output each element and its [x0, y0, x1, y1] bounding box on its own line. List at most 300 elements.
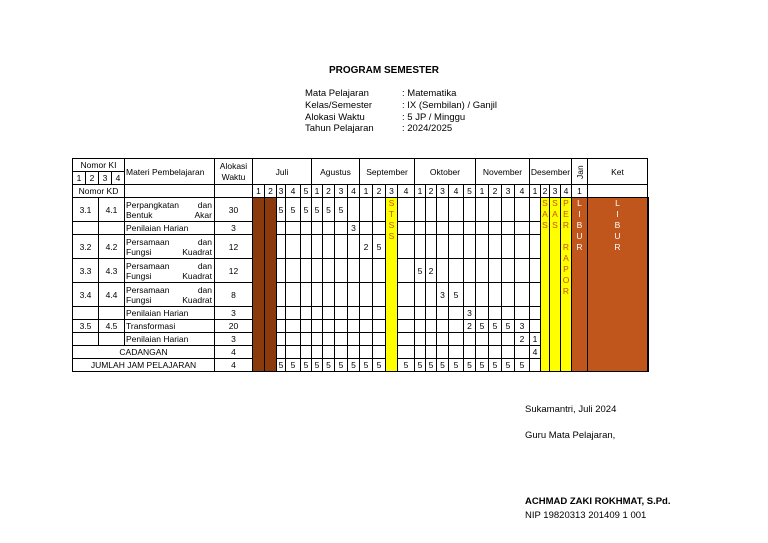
- week-cell: [476, 235, 489, 259]
- week-cell: [277, 259, 286, 283]
- week-cell: [489, 333, 502, 346]
- header-week: 1: [530, 185, 541, 198]
- table-row: [73, 198, 649, 222]
- week-cell: [286, 307, 301, 320]
- week-cell: [415, 222, 426, 235]
- week-cell: [502, 198, 515, 222]
- week-cell: [301, 235, 312, 259]
- week-cell: [323, 320, 335, 333]
- ki4-cell: 4.5: [99, 320, 125, 333]
- header-week: 4: [398, 185, 415, 198]
- week-cell: [426, 346, 437, 359]
- week-cell: [286, 235, 301, 259]
- week-cell: [373, 283, 386, 307]
- week-cell: 5: [449, 359, 464, 372]
- libur-cell: [265, 198, 277, 372]
- signature-role: Guru Mata Pelajaran,: [525, 430, 616, 441]
- header-row: [73, 185, 649, 198]
- week-cell: [449, 259, 464, 283]
- week-cell: [437, 320, 449, 333]
- week-cell: [476, 222, 489, 235]
- header-month: September: [360, 159, 415, 185]
- week-cell: 3: [348, 222, 360, 235]
- header-materi: Materi Pembelajaran: [125, 159, 215, 185]
- week-cell: 5: [415, 359, 426, 372]
- week-cell: [348, 346, 360, 359]
- week-cell: [464, 259, 476, 283]
- info-block: [305, 88, 497, 135]
- week-cell: [449, 235, 464, 259]
- libur-letter: B: [614, 220, 621, 230]
- sts-label: [386, 198, 397, 242]
- info-label: Alokasi Waktu: [305, 111, 365, 123]
- header-week: 5: [301, 185, 312, 198]
- rapor-letter: P: [563, 264, 569, 274]
- info-label: Tahun Pelajaran: [305, 123, 374, 135]
- week-cell: [360, 333, 373, 346]
- week-cell: [398, 307, 415, 320]
- week-cell: [415, 198, 426, 222]
- week-cell: [464, 235, 476, 259]
- week-cell: 5: [348, 359, 360, 372]
- rapor-cell: [561, 198, 572, 372]
- sts-cell: [386, 198, 398, 372]
- week-cell: [489, 283, 502, 307]
- alokasi-cell: 3: [215, 222, 253, 235]
- week-cell: 5: [277, 198, 286, 222]
- header-month: Agustus: [312, 159, 360, 185]
- week-cell: [426, 283, 437, 307]
- header-blank: [588, 185, 648, 198]
- week-cell: [398, 235, 415, 259]
- week-cell: [398, 333, 415, 346]
- header-week: 1: [476, 185, 489, 198]
- ket-cell: [648, 346, 649, 359]
- per-letter: P: [563, 198, 569, 208]
- week-cell: 2: [360, 235, 373, 259]
- ket-cell: [648, 198, 649, 222]
- materi-cell: Penilaian Harian: [125, 222, 215, 235]
- ket-cell: [648, 320, 649, 333]
- sts-letter: T: [388, 209, 395, 219]
- week-cell: [312, 259, 323, 283]
- info-value: : IX (Sembilan) / Ganjil: [402, 99, 498, 111]
- header-week: 3: [437, 185, 449, 198]
- week-cell: [286, 283, 301, 307]
- week-cell: [312, 346, 323, 359]
- info-label: Mata Pelajaran: [305, 88, 369, 99]
- week-cell: 5: [277, 359, 286, 372]
- ket-cell: [648, 259, 649, 283]
- header-week: 4: [561, 185, 572, 198]
- week-cell: [515, 307, 530, 320]
- week-cell: [415, 320, 426, 333]
- ki3-cell: [73, 307, 99, 320]
- ket-cell: [648, 359, 649, 372]
- week-cell: [464, 346, 476, 359]
- header-week: 3: [277, 185, 286, 198]
- week-cell: [301, 320, 312, 333]
- materi-cell: Penilaian Harian: [125, 307, 215, 320]
- sas-cell: [541, 198, 550, 372]
- week-cell: [515, 235, 530, 259]
- week-cell: [335, 320, 348, 333]
- week-cell: [277, 307, 286, 320]
- info-value: : Matematika: [402, 88, 457, 99]
- week-cell: [373, 222, 386, 235]
- week-cell: 5: [476, 359, 489, 372]
- week-cell: [515, 198, 530, 222]
- week-cell: [323, 333, 335, 346]
- week-cell: [312, 333, 323, 346]
- libur-letter: B: [576, 220, 583, 230]
- week-cell: [301, 283, 312, 307]
- ki3-cell: 3.1: [73, 198, 99, 222]
- place-date: Sukamantri, Juli 2024: [525, 404, 617, 415]
- header-week: 1: [312, 185, 323, 198]
- header-week: 1: [360, 185, 373, 198]
- week-cell: [515, 346, 530, 359]
- week-cell: [335, 346, 348, 359]
- week-cell: [530, 283, 541, 307]
- week-cell: [277, 283, 286, 307]
- materi-cell: Persamaan dan Fungsi Kuadrat: [125, 283, 215, 307]
- week-cell: [530, 198, 541, 222]
- week-cell: 3: [515, 320, 530, 333]
- page-title: PROGRAM SEMESTER: [328, 65, 439, 76]
- ki4-cell: [99, 333, 125, 346]
- week-cell: [415, 307, 426, 320]
- header-week: 3: [335, 185, 348, 198]
- week-cell: [476, 307, 489, 320]
- week-cell: [502, 333, 515, 346]
- header-row: [73, 159, 649, 172]
- sas-letter: S: [552, 198, 558, 208]
- week-cell: [348, 283, 360, 307]
- week-cell: [301, 346, 312, 359]
- header-week: 2: [265, 185, 277, 198]
- header-week: 2: [323, 185, 335, 198]
- libur-cell: [253, 198, 265, 372]
- week-cell: [398, 198, 415, 222]
- header-month: Desember: [530, 159, 572, 185]
- header-month: Jan: [572, 159, 588, 185]
- week-cell: 5: [449, 283, 464, 307]
- week-cell: [426, 198, 437, 222]
- week-cell: [312, 235, 323, 259]
- week-cell: [360, 320, 373, 333]
- week-cell: [348, 259, 360, 283]
- week-cell: [437, 235, 449, 259]
- header-blank: [215, 185, 253, 198]
- week-cell: [360, 346, 373, 359]
- week-cell: [398, 259, 415, 283]
- week-cell: [415, 235, 426, 259]
- header-blank: [125, 185, 215, 198]
- week-cell: [398, 222, 415, 235]
- week-cell: 5: [398, 359, 415, 372]
- info-label: Kelas/Semester: [305, 99, 373, 111]
- week-cell: [502, 283, 515, 307]
- rapor-letter: R: [562, 286, 570, 296]
- per-letter: E: [563, 209, 569, 219]
- week-cell: 2: [464, 320, 476, 333]
- week-cell: 5: [515, 359, 530, 372]
- header-week: 3: [386, 185, 398, 198]
- week-cell: [348, 235, 360, 259]
- libur-letter: R: [614, 242, 621, 252]
- libur-letter: L: [577, 198, 582, 208]
- week-cell: 2: [426, 259, 437, 283]
- libur-letter: I: [616, 209, 619, 219]
- week-cell: [476, 259, 489, 283]
- week-cell: [312, 283, 323, 307]
- alokasi-cell: 3: [215, 333, 253, 346]
- week-cell: [348, 333, 360, 346]
- week-cell: [360, 307, 373, 320]
- sas-letter: S: [552, 220, 558, 230]
- week-cell: [530, 259, 541, 283]
- week-cell: [301, 222, 312, 235]
- week-cell: 5: [335, 359, 348, 372]
- sts-letter: S: [388, 231, 395, 241]
- week-cell: 5: [426, 359, 437, 372]
- header-week: 4: [515, 185, 530, 198]
- alokasi-cell: 8: [215, 283, 253, 307]
- ki3-cell: 3.4: [73, 283, 99, 307]
- week-cell: 4: [530, 346, 541, 359]
- week-cell: [398, 346, 415, 359]
- week-cell: [426, 235, 437, 259]
- week-cell: 5: [437, 359, 449, 372]
- week-cell: [530, 359, 541, 372]
- week-cell: [530, 235, 541, 259]
- week-cell: [476, 346, 489, 359]
- libur-jan-cell: [588, 198, 648, 372]
- week-cell: [286, 346, 301, 359]
- sas-letter: S: [542, 198, 548, 208]
- week-cell: 5: [301, 359, 312, 372]
- week-cell: [323, 346, 335, 359]
- ki3-cell: 3.5: [73, 320, 99, 333]
- week-cell: [286, 333, 301, 346]
- week-cell: 5: [502, 359, 515, 372]
- week-cell: 1: [530, 333, 541, 346]
- week-cell: [530, 307, 541, 320]
- week-cell: [286, 320, 301, 333]
- week-cell: [489, 198, 502, 222]
- week-cell: [312, 307, 323, 320]
- week-cell: [426, 307, 437, 320]
- week-cell: [437, 307, 449, 320]
- teacher-nip: NIP 19820313 201409 1 001: [525, 510, 647, 521]
- week-cell: [437, 198, 449, 222]
- info-row: [305, 123, 497, 135]
- week-cell: [277, 320, 286, 333]
- ki4-cell: [99, 307, 125, 320]
- week-cell: 5: [323, 359, 335, 372]
- week-cell: 5: [360, 359, 373, 372]
- week-cell: [301, 259, 312, 283]
- week-cell: [360, 283, 373, 307]
- rapor-letter: R: [562, 242, 570, 252]
- week-cell: [335, 235, 348, 259]
- week-cell: [437, 222, 449, 235]
- week-cell: 5: [373, 359, 386, 372]
- header-alokasi: Alokasi Waktu: [215, 159, 253, 185]
- week-cell: 3: [464, 307, 476, 320]
- week-cell: 5: [489, 320, 502, 333]
- alokasi-cell: 3: [215, 307, 253, 320]
- week-cell: 5: [502, 320, 515, 333]
- week-cell: 5: [286, 198, 301, 222]
- week-cell: [323, 259, 335, 283]
- ki4-cell: [99, 222, 125, 235]
- header-week: 2: [541, 185, 550, 198]
- materi-cell: Penilaian Harian: [125, 333, 215, 346]
- ki4-cell: 4.3: [99, 259, 125, 283]
- week-cell: [373, 320, 386, 333]
- header-ket: Ket: [588, 159, 648, 185]
- header-week: 1: [415, 185, 426, 198]
- ki3-cell: 3.3: [73, 259, 99, 283]
- header-month: Oktober: [415, 159, 476, 185]
- week-cell: [277, 333, 286, 346]
- header-nomor-ki: Nomor KI: [73, 159, 125, 172]
- alokasi-cell: 12: [215, 235, 253, 259]
- header-week: 1: [572, 185, 588, 198]
- header-week: 2: [426, 185, 437, 198]
- week-cell: [515, 222, 530, 235]
- week-cell: [502, 346, 515, 359]
- week-cell: [476, 333, 489, 346]
- libur-letter: R: [576, 242, 583, 252]
- cadangan-alokasi: 4: [215, 346, 253, 359]
- week-cell: [502, 259, 515, 283]
- week-cell: [286, 222, 301, 235]
- spacer: [561, 231, 571, 242]
- week-cell: [449, 198, 464, 222]
- week-cell: [415, 346, 426, 359]
- week-cell: [449, 320, 464, 333]
- header-week: 4: [286, 185, 301, 198]
- week-cell: [464, 198, 476, 222]
- week-cell: 2: [515, 333, 530, 346]
- week-cell: [335, 283, 348, 307]
- week-cell: [489, 222, 502, 235]
- week-cell: [502, 235, 515, 259]
- header-nomor-kd: Nomor KD: [73, 185, 125, 198]
- header-month: November: [476, 159, 530, 185]
- week-cell: [515, 259, 530, 283]
- materi-cell: Perpangkatan dan Bentuk Akar: [125, 198, 215, 222]
- week-cell: [312, 222, 323, 235]
- week-cell: [323, 222, 335, 235]
- ki3-cell: 3.2: [73, 235, 99, 259]
- week-cell: [286, 259, 301, 283]
- week-cell: [373, 333, 386, 346]
- week-cell: [530, 222, 541, 235]
- header-week: 2: [373, 185, 386, 198]
- header-week: 4: [348, 185, 360, 198]
- week-cell: [373, 307, 386, 320]
- week-cell: [335, 333, 348, 346]
- header-month: Juli: [253, 159, 312, 185]
- week-cell: [502, 222, 515, 235]
- week-cell: [415, 283, 426, 307]
- week-cell: [437, 333, 449, 346]
- alokasi-cell: 20: [215, 320, 253, 333]
- week-cell: [323, 235, 335, 259]
- week-cell: [489, 235, 502, 259]
- alokasi-cell: 12: [215, 259, 253, 283]
- info-value: : 2024/2025: [402, 123, 453, 135]
- materi-cell: Persamaan dan Fungsi Kuadrat: [125, 259, 215, 283]
- header-week: 3: [502, 185, 515, 198]
- cadangan-label: CADANGAN: [73, 346, 215, 359]
- week-cell: [437, 346, 449, 359]
- header-week: 3: [550, 185, 561, 198]
- materi-cell: Persamaan dan Fungsi Kuadrat: [125, 235, 215, 259]
- week-cell: [489, 346, 502, 359]
- libur-letter: U: [576, 231, 583, 241]
- ki3-cell: [73, 222, 99, 235]
- ki4-cell: 4.2: [99, 235, 125, 259]
- week-cell: [449, 346, 464, 359]
- week-cell: [373, 346, 386, 359]
- sts-letter: S: [388, 220, 395, 230]
- week-cell: [398, 283, 415, 307]
- week-cell: [489, 259, 502, 283]
- week-cell: [335, 259, 348, 283]
- libur-letter: I: [578, 209, 581, 219]
- week-cell: [348, 307, 360, 320]
- week-cell: 5: [335, 198, 348, 222]
- info-row: [305, 100, 497, 112]
- libur-letter: L: [615, 198, 620, 208]
- materi-cell: Transformasi: [125, 320, 215, 333]
- week-cell: [312, 320, 323, 333]
- info-row: [305, 112, 497, 124]
- week-cell: 5: [464, 359, 476, 372]
- header-ki-number: 2: [86, 172, 99, 185]
- week-cell: [426, 333, 437, 346]
- week-cell: [464, 283, 476, 307]
- sts-letter: S: [388, 198, 395, 208]
- week-cell: [464, 333, 476, 346]
- week-cell: 5: [312, 359, 323, 372]
- week-cell: [301, 307, 312, 320]
- week-cell: [360, 198, 373, 222]
- week-cell: 5: [373, 235, 386, 259]
- program-semester-table: [72, 158, 649, 372]
- week-cell: [335, 222, 348, 235]
- sas-cell: [550, 198, 561, 372]
- week-cell: 5: [312, 198, 323, 222]
- jumlah-alokasi: 4: [215, 359, 253, 372]
- week-cell: [502, 307, 515, 320]
- libur-dec-cell: [572, 198, 588, 372]
- week-cell: [530, 320, 541, 333]
- week-cell: [426, 222, 437, 235]
- ket-cell: [648, 307, 649, 320]
- week-cell: [348, 198, 360, 222]
- week-cell: [426, 320, 437, 333]
- ket-cell: [648, 235, 649, 259]
- week-cell: [476, 283, 489, 307]
- week-cell: [373, 259, 386, 283]
- week-cell: [464, 222, 476, 235]
